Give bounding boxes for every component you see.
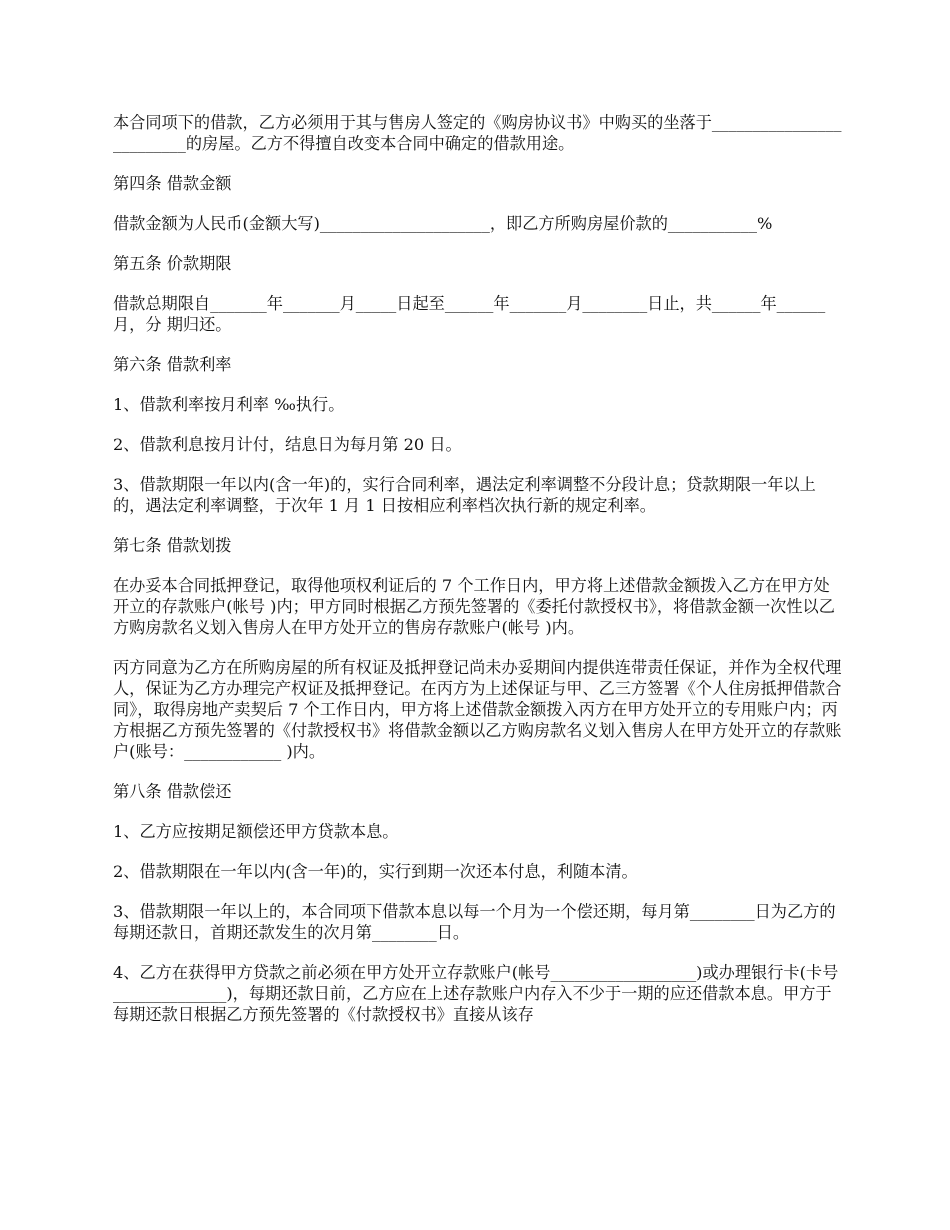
heading-article-5: 第五条 价款期限 — [113, 254, 232, 273]
paragraph-disbursement-2: 丙方同意为乙方在所购房屋的所有权证及抵押登记尚未办妥期间内提供连带责任保证，并作为全权代理人，保证为乙方办理完产权证及抵押登记。在丙方为上述保证与甲、乙三方签署《个人住房抵押借款合同》，取得房地产卖契后 7 个工作日内，甲方将上述借款金额拨入丙方在甲方处开立的专用账户内；丙方根据乙方预先签署的《付款授权书》将借款金额以乙方购房款名义划入售房人在甲方处开立的存款账户(账号：____________ )内。 — [113, 658, 842, 761]
paragraph-repayment-2: 2、借款期限在一年以内(含一年)的，实行到期一次还本付息，利随本清。 — [113, 862, 638, 881]
paragraph-loan-amount: 借款金额为人民币(金额大写)_____________________，即乙方所购房屋价款的___________% — [113, 214, 773, 233]
heading-article-4: 第四条 借款金额 — [113, 174, 232, 193]
paragraph-rate-1: 1、借款利率按月利率 ‰执行。 — [113, 395, 345, 414]
paragraph-rate-2: 2、借款利息按月计付，结息日为每月第 20 日。 — [113, 435, 462, 454]
paragraph-loan-purpose: 本合同项下的借款，乙方必须用于其与售房人签定的《购房协议书》中购买的坐落于_________________________的房屋。乙方不得擅自改变本合同中确定的借款用途。 — [113, 113, 842, 153]
paragraph-repayment-3: 3、借款期限一年以上的，本合同项下借款本息以每一个月为一个偿还期，每月第________日为乙方的每期还款日，首期还款发生的次月第________日。 — [113, 902, 836, 942]
heading-article-7: 第七条 借款划拨 — [113, 536, 232, 555]
paragraph-repayment-1: 1、乙方应按期足额偿还甲方贷款本息。 — [113, 822, 399, 841]
heading-article-6: 第六条 借款利率 — [113, 355, 232, 374]
paragraph-disbursement-1: 在办妥本合同抵押登记，取得他项权利证后的 7 个工作日内，甲方将上述借款金额拨入乙方在甲方处开立的存款账户(帐号 )内；甲方同时根据乙方预先签署的《委托付款授权书》，将借款金额一次性以乙方购房款名义划入售房人在甲方处开立的售房存款账户(帐号 )内。 — [113, 576, 835, 637]
paragraph-loan-term: 借款总期限自_______年_______月_____日起至______年_______月________日止，共______年______月，分 期归还。 — [113, 294, 826, 334]
heading-article-8: 第八条 借款偿还 — [113, 782, 232, 801]
paragraph-repayment-4: 4、乙方在获得甲方贷款之前必须在甲方处开立存款账户(帐号__________________)或办理银行卡(卡号 ______________)，每期还款日前，乙方应在上述存款账户内存入不少于一期的应还借款本息。甲方于每期还款日根据乙方预先签署的《付款授权书》直接从该存 — [113, 963, 839, 1024]
document-page — [113, 112, 843, 1044]
paragraph-rate-3: 3、借款期限一年以内(含一年)的，实行合同利率，遇法定利率调整不分段计息；贷款期限一年以上的，遇法定利率调整，于次年 1 月 1 日按相应利率档次执行新的规定利率。 — [113, 475, 816, 515]
